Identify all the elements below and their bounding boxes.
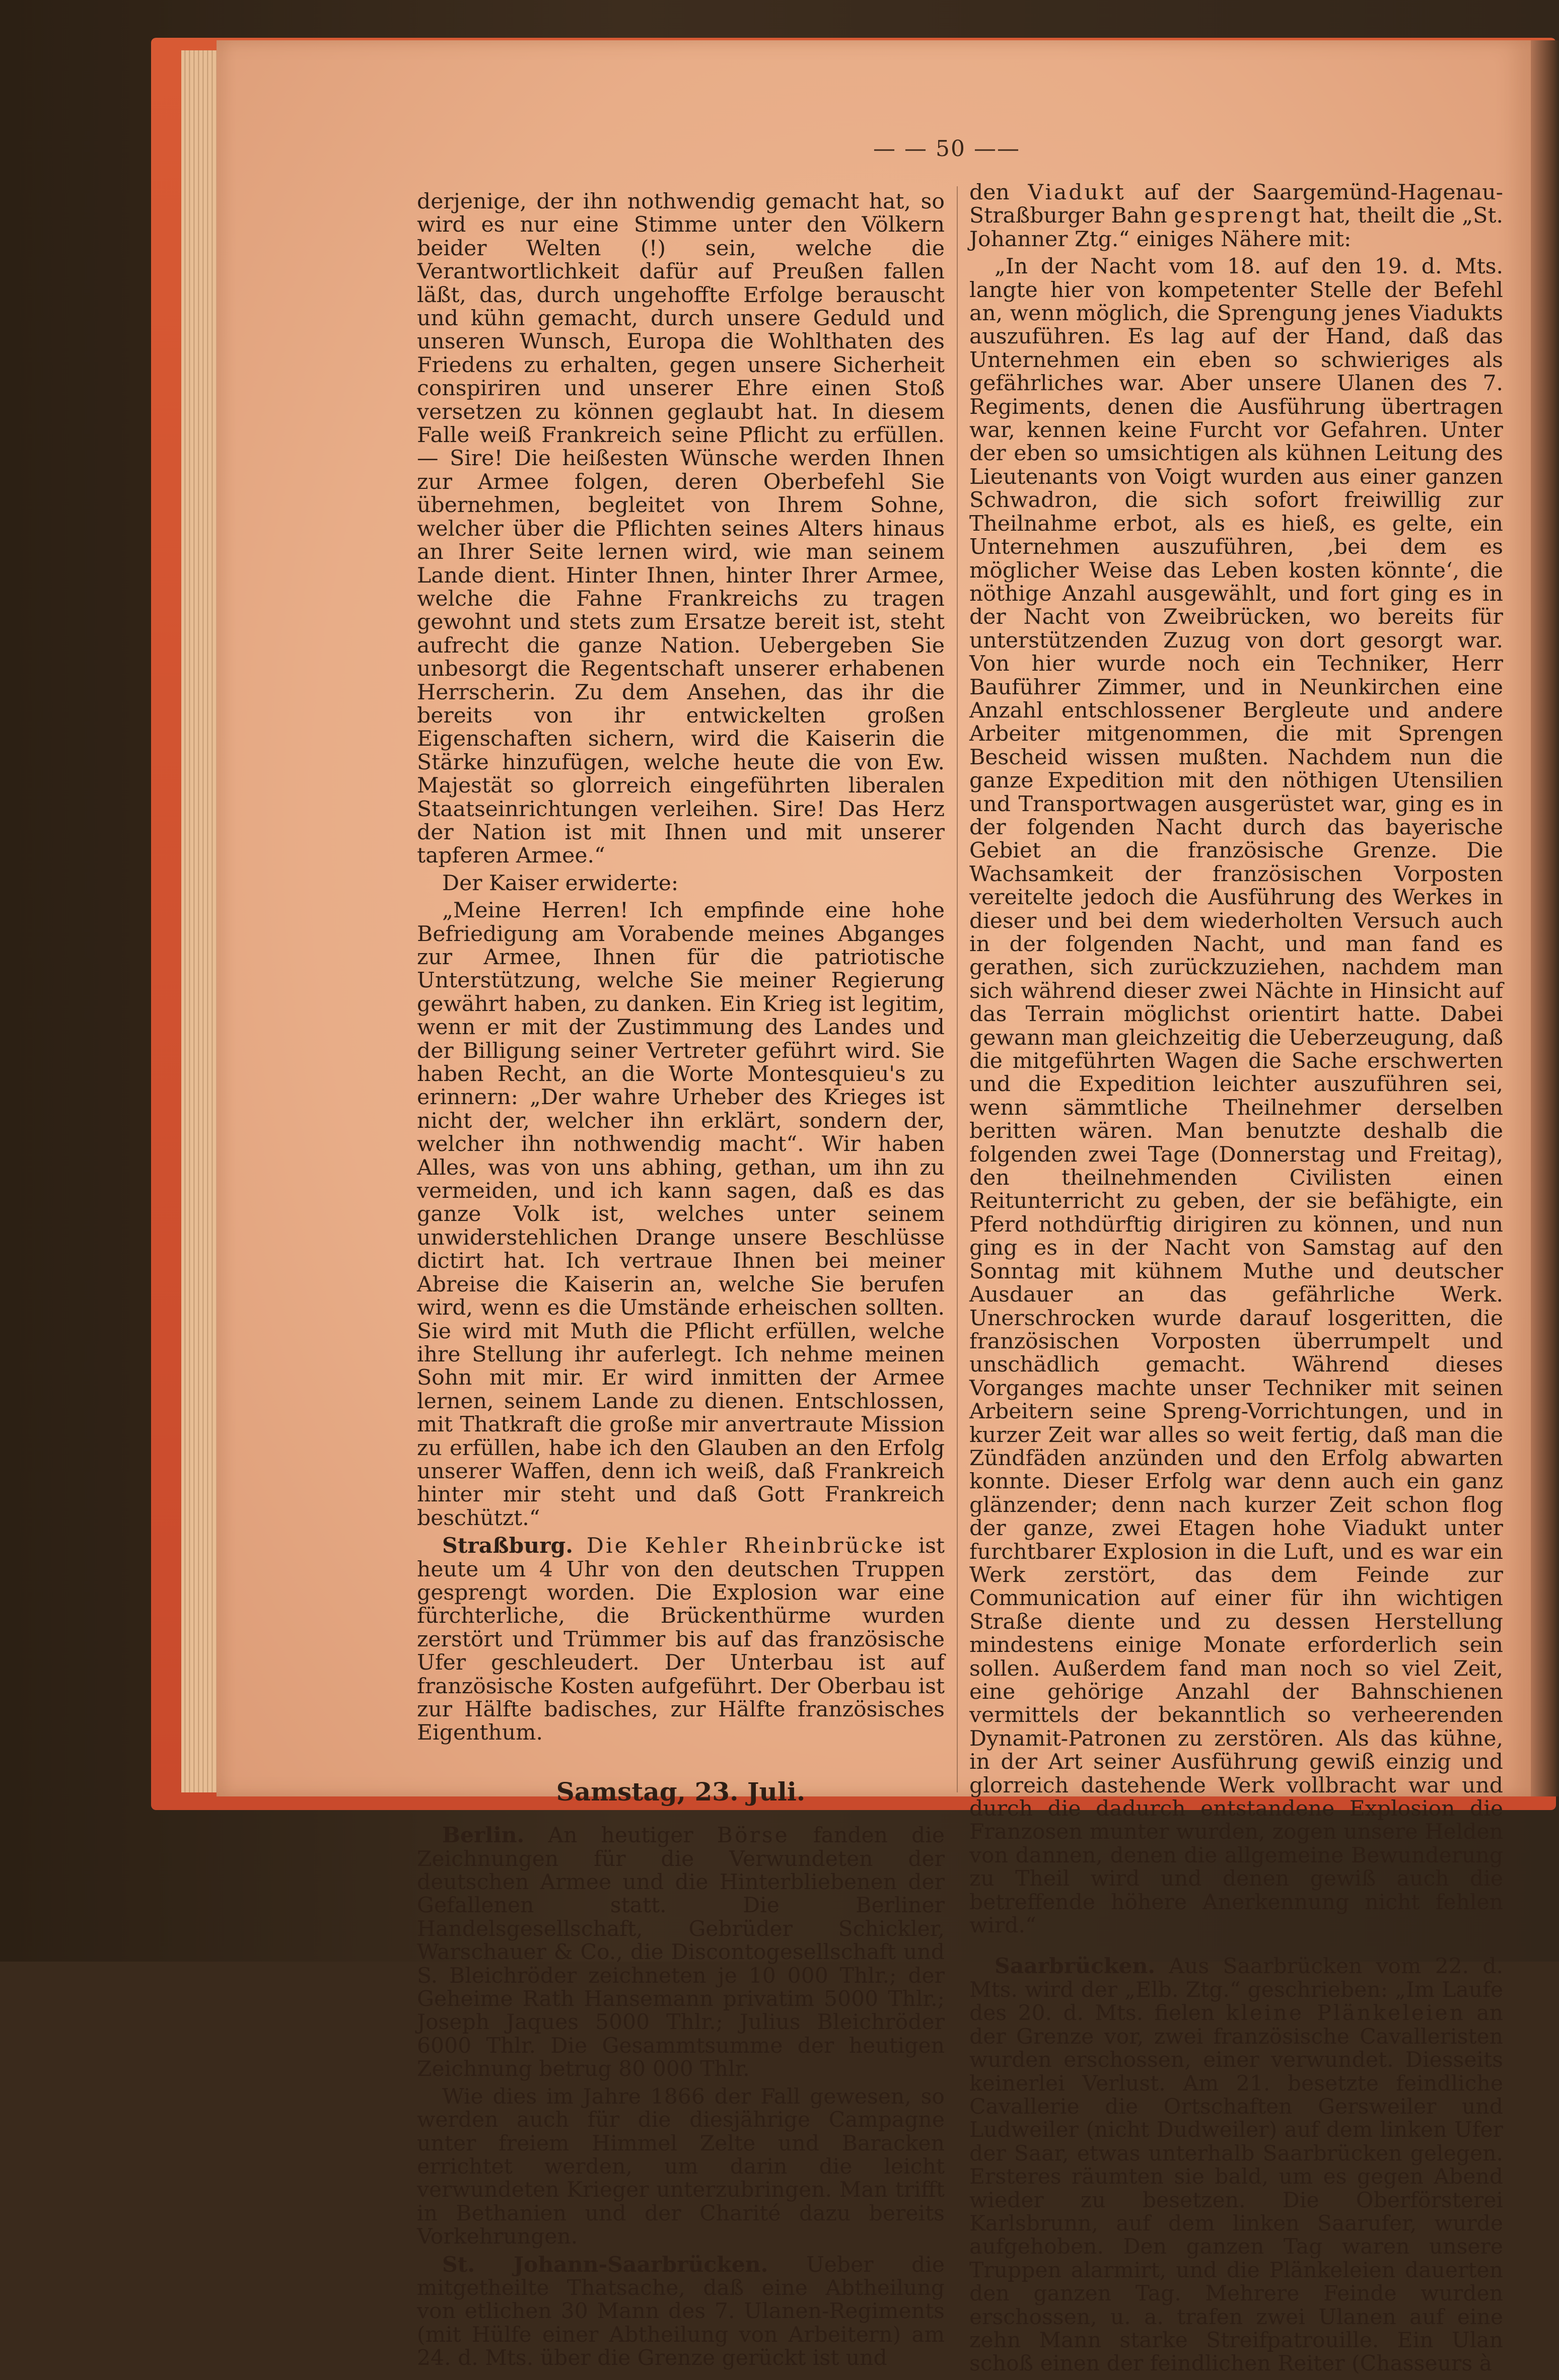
right-p1-c: hat, theilt die „St. Johanner Ztg.“ einiges Nähere mit: — [969, 203, 1503, 252]
saarbruecken-text: Aus Saarbrücken vom 22. d. Mts. wird der „Elb. Ztg.“ geschrieben: „Im Laufe des 20. d. Mts. fielen — [969, 1954, 1503, 2026]
right-p1-a: den — [969, 180, 1010, 205]
page-number: — — 50 —— — [873, 136, 1020, 162]
page-edges — [181, 50, 222, 1792]
berlin-paragraph-2: Wie dies im Jahre 1866 der Fall gewesen, so werden auch für die diesjährige Campagne unter freiem Himmel Zelte und Baracken errichtet werden, um darin die leicht verwundeten Krieger unterzubringen. Man trifft in Bethanien und der Charité dazu bereits Vorkehrungen. — [417, 2084, 945, 2250]
berlin-text: An heutiger — [548, 1823, 693, 1848]
strassburg-article — [417, 1534, 945, 1745]
johann-heading: St. Johann-Saarbrücken. — [442, 2252, 768, 2277]
berlin-text-2: fanden die Zeichnungen für die Verwundeten der deutschen Armee und die Hinterbliebenen der Gefallenen statt. Die Berliner Handelsgesellschaft, Gebrüder Schickler, Warschauer & Co., die Discontogesellschaft und S. Bleichröder zeichneten je 10 000 Thlr.; der Geheime Rath Hansemann privatim 5000 Thlr.; Joseph Jaques 5000 Thlr.; Julius Bleichröder 6000 Thlr. Die Gesammtsumme der heutigen Zeichnung betrug 80 000 Thlr. — [417, 1823, 945, 2082]
saarbruecken-text-2: an der Grenze vor, zwei französische Cavalleristen wurden erschossen, einer verwundet. Diesseits keinerlei Verlust. Am 21. besetzte feindliche Cavallerie die Ortschaften Gersweiler und Ludweiler (nicht Dudweiler) auf dem linken Ufer der Saar, etwas unterhalb Saarbrücken gelegen. Ersteres räumten sie bald, um es gegen Abend wieder zu besetzen. Die Oberförsterei Karlsbrunn, auf dem linken Saarufer, wurde aufgehoben. Den ganzen Tag waren unsere Truppen alarmirt, und die Plänkeleien dauerten den ganzen Tag. Mehrere Feinde wurden erschossen, u. a. trafen zwei Ulanen auf eine zehn Mann starke Streifpatrouille. Ein Ulan schoß einen der feindlichen Reiter (Chasseurs à — [969, 2001, 1504, 2376]
right-column — [969, 181, 1503, 2380]
left-paragraph-3: „Meine Herren! Ich empfinde eine hohe Befriedigung am Vorabende meines Abganges zur Armee, Ihnen für die patriotische Unterstützung, welche Sie meiner Regierung gewährt haben, zu danken. Ein Krieg ist legitim, wenn er mit der Zustimmung des Landes und der Billigung seiner Vertreter geführt wird. Sie haben Recht, an die Worte Montesquieu's zu erinnern: „Der wahre Urheber des Krieges ist nicht der, welcher ihn erklärt, sondern der, welcher ihn nothwendig macht“. Wir haben Alles, was von uns abhing, gethan, um ihn zu vermeiden, und ich kann sagen, daß es das ganze Volk ist, welches unter seinem unwiderstehlichen Drange unsere Beschlüsse dictirt hat. Ich vertraue Ihnen bei meiner Abreise die Kaiserin an, welche Sie berufen wird, wenn es die Umstände erheischen sollten. Sie wird mit Muth die Pflicht erfüllen, welche ihre Stellung ihr auferlegt. Ich nehme meinen Sohn mit mir. Er wird inmitten der Armee lernen, seinem Lande zu dienen. Entschlossen, mit Thatkraft die große mir anvertraute Mission zu erfüllen, habe ich den Glauben an den Erfolg unserer Waffen, denn ich weiß, daß Frankreich hinter mir steht und daß Gott Frankreich beschützt.“ — [417, 898, 945, 1531]
right-p1-spaced-2: gesprengt — [1174, 203, 1302, 229]
strassburg-heading: Straßburg. — [442, 1533, 574, 1559]
berlin-heading: Berlin. — [442, 1823, 525, 1848]
strassburg-text: ist heute um 4 Uhr von den deutschen Truppen gesprengt worden. Die Explosion war eine fürchterliche, die Brückenthürme wurden zerstört und Trümmer bis auf das französische Ufer geschleudert. Der Unterbau ist auf französische Kosten aufgeführt. Der Oberbau ist zur Hälfte badisches, zur Hälfte französisches Eigenthum. — [417, 1534, 945, 1746]
left-column — [417, 190, 945, 2374]
johann-article — [417, 2253, 945, 2370]
right-p1-b: auf der Saargemünd-Hagenau-Straßburger Bahn — [969, 180, 1503, 229]
left-paragraph-2: Der Kaiser erwiderte: — [442, 871, 679, 896]
berlin-article — [417, 1824, 945, 2081]
left-paragraph-1: derjenige, der ihn nothwendig gemacht hat, so wird es nur eine Stimme unter den Völkern beider Welten (!) sein, welche die Verantwortlichkeit dafür auf Preußen fallen läßt, das, durch ungehoffte Erfolge berauscht und kühn gemacht, durch unsere Geduld und unseren Wunsch, Europa die Wohlthaten des Friedens zu erhalten, gegen unsere Sicherheit conspiriren und unserer Ehre einen Stoß versetzen zu können geglaubt hat. In diesem Falle weiß Frankreich seine Pflicht zu erfüllen. — Sire! Die heißesten Wünsche werden Ihnen zur Armee folgen, deren Oberbefehl Sie übernehmen, begleitet von Ihrem Sohne, welcher über die Pflichten seines Alters hinaus an Ihrer Seite lernen wird, wie man seinem Lande dient. Hinter Ihnen, hinter Ihrer Armee, welche die Fahne Frankreichs zu tragen gewohnt und stets zum Ersatze bereit ist, steht aufrecht die ganze Nation. Uebergeben Sie unbesorgt die Regentschaft unserer erhabenen Herrscherin. Zu dem Ansehen, das ihr die bereits von ihr entwickelten großen Eigenschaften sichern, wird die Kaiserin die Stärke hinzufügen, welche heute die von Ew. Majestät so glorreich eingeführten liberalen Staatseinrichtungen verleihen. Sire! Das Herz der Nation ist mit Ihnen und mit unserer tapferen Armee.“ — [417, 189, 945, 869]
book-gutter — [1531, 40, 1559, 1796]
strassburg-spaced-text: Die Kehler Rheinbrücke — [586, 1534, 905, 1559]
johann-text: Ueber die mitgetheilte Thatsache, daß eine Abtheilung von etlichen 30 Mann des 7. Ulanen-Regiments (mit Hülfe einer Abtheilung von Arbeitern) am 24. d. Mts. über die Grenze gerückt ist und — [417, 2252, 945, 2371]
column-divider — [957, 186, 958, 1792]
right-paragraph-1 — [969, 181, 1503, 251]
saarbruecken-heading: Saarbrücken. — [995, 1954, 1156, 1979]
saarbruecken-article — [969, 1955, 1503, 2375]
right-paragraph-2: „In der Nacht vom 18. auf den 19. d. Mts. langte hier von kompetenter Stelle der Befehl an, wenn möglich, die Sprengung jenes Viadukts auszuführen. Es lag auf der Hand, daß das Unternehmen ein eben so schwieriges als gefährliches war. Aber unsere Ulanen des 7. Regiments, denen die Ausführung übertragen war, kennen keine Furcht vor Gefahren. Unter der eben so umsichtigen als kühnen Leitung des Lieutenants von Voigt wurden aus einer ganzen Schwadron, die sich sofort freiwillig zur Theilnahme erbot, als es hieß, es gelte, ein Unternehmen auszuführen, ‚bei dem es möglicher Weise das Leben kosten könnte‘, die nöthige Anzahl ausgewählt, und fort ging es in der Nacht von Zweibrücken, wo bereits für unterstützenden Zuzug von dort gesorgt war. Von hier wurde noch ein Techniker, Herr Bauführer Zimmer, und in Neunkirchen eine Anzahl entschlossener Bergleute und andere Arbeiter mitgenommen, die mit Sprengen Bescheid wissen mußten. Nachdem nun die ganze Expedition mit den nöthigen Utensilien und Transportwagen ausgerüstet war, ging es in der folgenden Nacht durch das bayerische Gebiet an die französische Grenze. Die Wachsamkeit der französischen Vorposten vereitelte jedoch die Ausführung des Werkes in dieser und bei dem wiederholten Versuch auch in der folgenden Nacht, und man fand es gerathen, sich zurückzuziehen, nachdem man sich während dieser zwei Nächte in Hinsicht auf das Terrain möglichst orientirt hatte. Dabei gewann man gleichzeitig die Ueberzeugung, daß die mitgeführten Wagen die Sache erschwerten und die Expedition leichter auszuführen sei, wenn sämmtliche Theilnehmer derselben beritten wären. Man benutzte deshalb die folgenden zwei Tage (Donnerstag und Freitag), den theilnehmenden Civilisten einen Reitunterricht zu geben, der sie befähigte, ein Pferd nothdürftig dirigiren zu können, und nun ging es in der Nacht von Samstag auf den Sonntag mit kühnem Muthe und deutscher Ausdauer an das gefährliche Werk. Unerschrocken wurde darauf losgeritten, die französischen Vorposten überrumpelt und unschädlich gemacht. Während dieses Vorganges machte unser Techniker mit seinen Arbeitern seine Spreng-Vorrichtungen, und in kurzer Zeit war alles so weit fertig, daß man die Zündfäden anzünden und den Erfolg abwarten konnte. Dieser Erfolg war denn auch ein ganz glänzender; denn nach kurzer Zeit schon flog der ganze, zwei Etagen hohe Viadukt unter furchtbarer Explosion in die Luft, und es war ein Werk zerstört, das dem Feinde zur Communication auf einer für ihn wichtigen Straße diente und zu dessen Herstellung mindestens einige Monate erforderlich sein sollen. Außerdem fand man noch so viel Zeit, eine gehörige Anzahl der Bahnschienen vermittels der bekanntlich so verheerenden Dynamit-Patronen zu zerstören. Als das kühne, in der Art seiner Ausführung gewiß einzig und glorreich dastehende Werk vollbracht war und durch die dadurch entstandene Explosion die Franzosen munter wurden, zogen unsere Helden von dannen, denen die allgemeine Bewunderung zu Theil wird und denen gewiß auch die betreffende höhere Anerkennung nicht fehlen wird.“ — [969, 254, 1503, 1938]
right-p1-spaced: Viadukt — [1028, 180, 1126, 205]
berlin-spaced-text: Börse — [717, 1823, 790, 1848]
saarbruecken-spaced-text: kleine Plänkeleien — [1226, 2001, 1465, 2026]
date-heading: Samstag, 23. Juli. — [556, 1776, 806, 1807]
